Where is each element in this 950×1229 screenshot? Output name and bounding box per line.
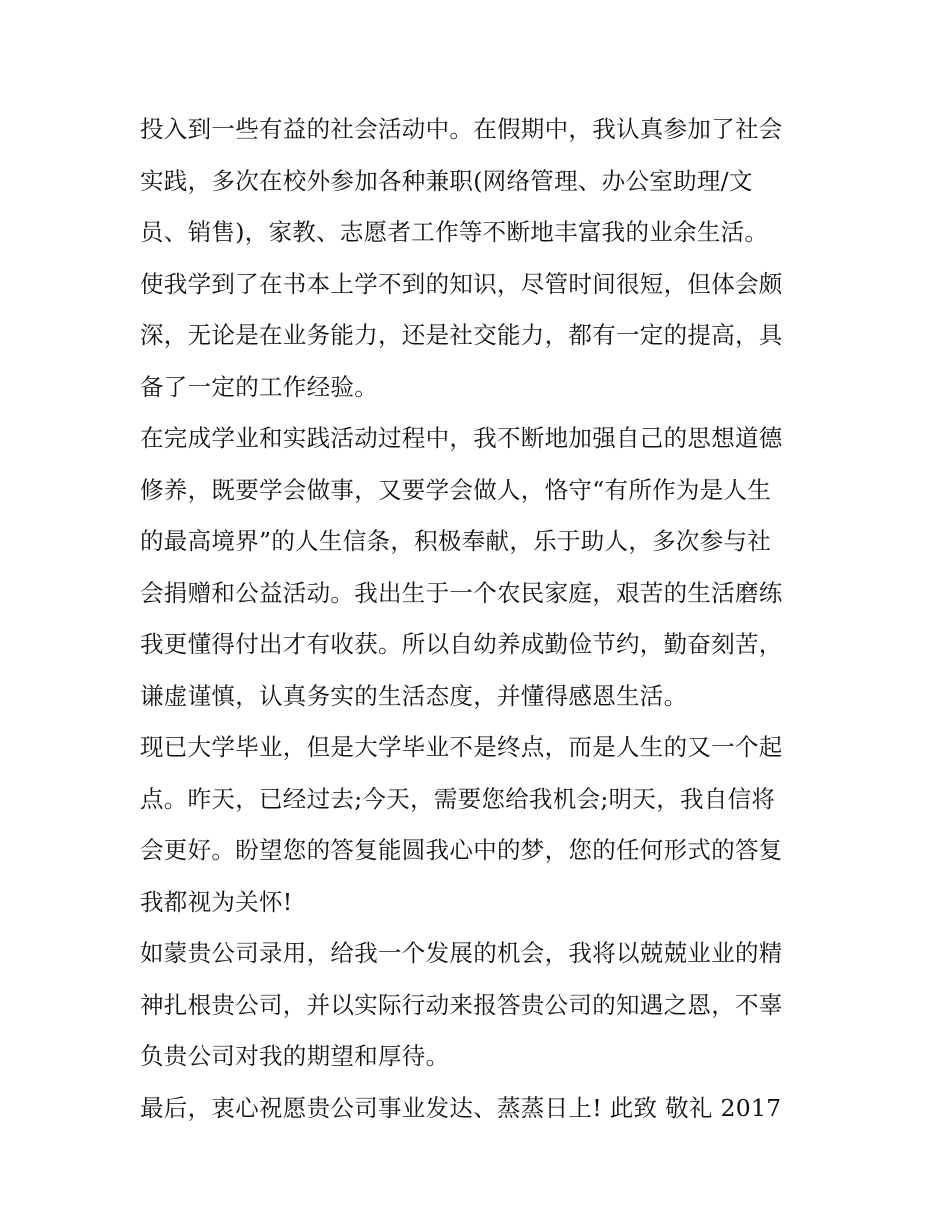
document-body bbox=[140, 104, 820, 1134]
text-line: 谦虚谨慎，认真务实的生活态度，并懂得感恩生活。 bbox=[140, 681, 688, 710]
text-line: 实践，多次在校外参加各种兼职(网络管理、办公室助理/文 bbox=[140, 166, 753, 195]
text-line: 在完成学业和实践活动过程中，我不断地加强自己的思想道德 bbox=[140, 424, 783, 452]
text-line: 会捐赠和公益活动。我出生于一个农民家庭，艰苦的生活磨练 bbox=[140, 578, 783, 607]
text-line: 会更好。盼望您的答复能圆我心中的梦，您的任何形式的答复 bbox=[140, 836, 783, 864]
text-line: 如蒙贵公司录用，给我一个发展的机会，我将以兢兢业业的精 bbox=[140, 939, 783, 967]
text-line: 员、销售)，家教、志愿者工作等不断地丰富我的业余生活。 bbox=[140, 218, 769, 246]
text-line: 备了一定的工作经验。 bbox=[140, 372, 378, 401]
text-line: 深，无论是在业务能力，还是社交能力，都有一定的提高，具 bbox=[140, 321, 783, 349]
text-line: 我都视为关怀! bbox=[140, 887, 293, 916]
text-line: 最后，衷心祝愿贵公司事业发达、蒸蒸日上! 此致 敬礼 2017 bbox=[140, 1093, 782, 1122]
text-line: 我更懂得付出才有收获。所以自幼养成勤俭节约，勤奋刻苦， bbox=[140, 630, 783, 658]
text-line: 的最高境界”的人生信条，积极奉献，乐于助人，多次参与社 bbox=[140, 527, 772, 555]
text-line: 神扎根贵公司，并以实际行动来报答贵公司的知遇之恩，不辜 bbox=[140, 990, 783, 1019]
text-line: 投入到一些有益的社会活动中。在假期中，我认真参加了社会 bbox=[140, 115, 783, 143]
text-line: 点。昨天，已经过去;今天，需要您给我机会;明天，我自信将 bbox=[140, 784, 776, 813]
text-line: 现已大学毕业，但是大学毕业不是终点，而是人生的又一个起 bbox=[140, 733, 783, 761]
text-line: 修养，既要学会做事，又要学会做人，恪守“有所作为是人生 bbox=[140, 475, 772, 504]
text-line: 使我学到了在书本上学不到的知识，尽管时间很短，但体会颇 bbox=[140, 269, 783, 298]
text-line: 负贵公司对我的期望和厚待。 bbox=[140, 1042, 450, 1070]
